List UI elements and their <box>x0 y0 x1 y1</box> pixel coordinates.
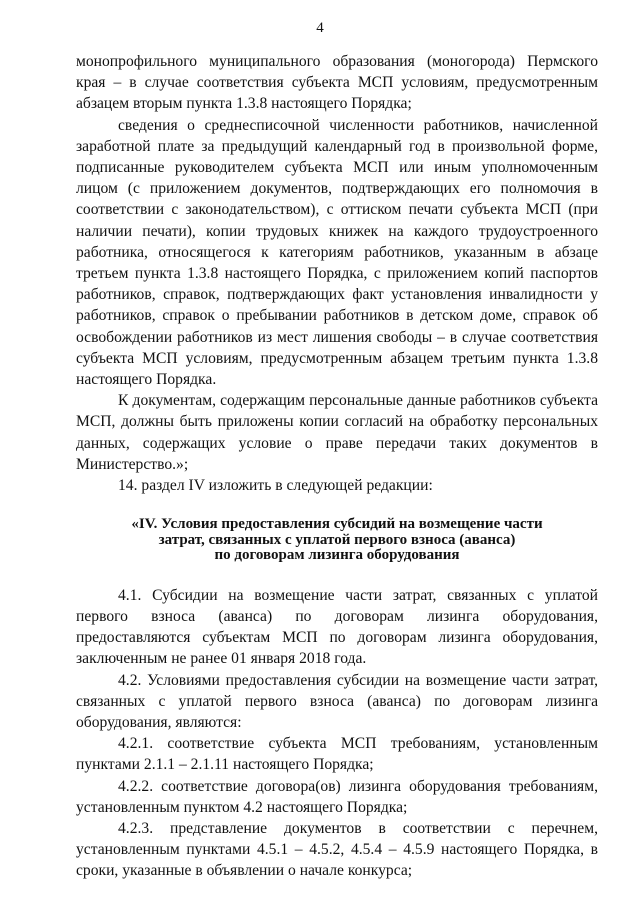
section-heading-line-2: затрат, связанных с уплатой первого взноса (аванса) <box>158 531 516 548</box>
paragraph-4-2-3: 4.2.3. представление документов в соответствии с перечнем, установленным пунктами 4.5.1 – 4.5.2, 4.5.4 – 4.5.9 настоящего Порядка, в сроки, указанные в объявлении о начале конкурса; <box>76 820 598 880</box>
section-heading-line-3: по договорам лизинга оборудования <box>214 547 460 564</box>
paragraph-personal-data: К документам, содержащим персональные данные работников субъекта МСП, должны быть приложены копии согласий на обработку персональных данных, содержащих условие о праве передачи таких документов в Министерство.»; <box>76 392 598 473</box>
section-heading-line-1: «IV. Условия предоставления субсидий на возмещение части <box>131 516 543 533</box>
paragraph-monoprofile-condition: монопрофильного муниципального образования (моногорода) Пермского края – в случае соответствия субъекта МСП условиям, предусмотренным абзацем вторым пункта 1.3.8 настоящего Порядка; <box>76 53 598 113</box>
page-number: 4 <box>316 20 324 36</box>
paragraph-section-iv-intro: 14. раздел IV изложить в следующей редакции: <box>118 477 433 495</box>
document-body <box>76 51 598 882</box>
paragraph-4-2: 4.2. Условиями предоставления субсидии на возмещение части затрат, связанных с уплатой первого взноса (аванса) по договорам лизинга оборудования, являются: <box>76 671 598 731</box>
paragraph-employee-info: сведения о среднесписочной численности работников, начисленной заработной плате за предыдущий календарный год в произвольной форме, подписанные руководителем субъекта МСП или иным уполномоченным лицом (с приложением документов, подтверждающих его полномочия в соответствии с законодательством), с оттиском печати субъекта МСП (при наличии печати), копии трудовых книжек на каждого трудоустроенного работника, относящегося к категориям работников, указанным в абзаце третьем пункта 1.3.8 настоящего Порядка, с приложением копий паспортов работников, справок, подтверждающих факт установления инвалидности у работников, справок о пребывании работников в детском доме, справок об освобождении работников из мест лишения свободы – в случае соответствия субъекта МСП условиям, предусмотренным абзацем третьим пункта 1.3.8 настоящего Порядка. <box>76 116 598 389</box>
paragraph-4-2-1: 4.2.1. соответствие субъекта МСП требованиям, установленным пунктами 2.1.1 – 2.1.11 настоящего Порядка; <box>76 735 598 774</box>
section-heading <box>76 517 598 564</box>
paragraph-4-2-2: 4.2.2. соответствие договора(ов) лизинга оборудования требованиям, установленным пунктом 4.2 настоящего Порядка; <box>76 777 598 816</box>
paragraph-4-1: 4.1. Субсидии на возмещение части затрат, связанных с уплатой первого взноса (аванса) по договорам лизинга оборудования, предоставляются субъектам МСП по договорам лизинга оборудования, заключенным не ранее 01 января 2018 года. <box>76 586 598 668</box>
